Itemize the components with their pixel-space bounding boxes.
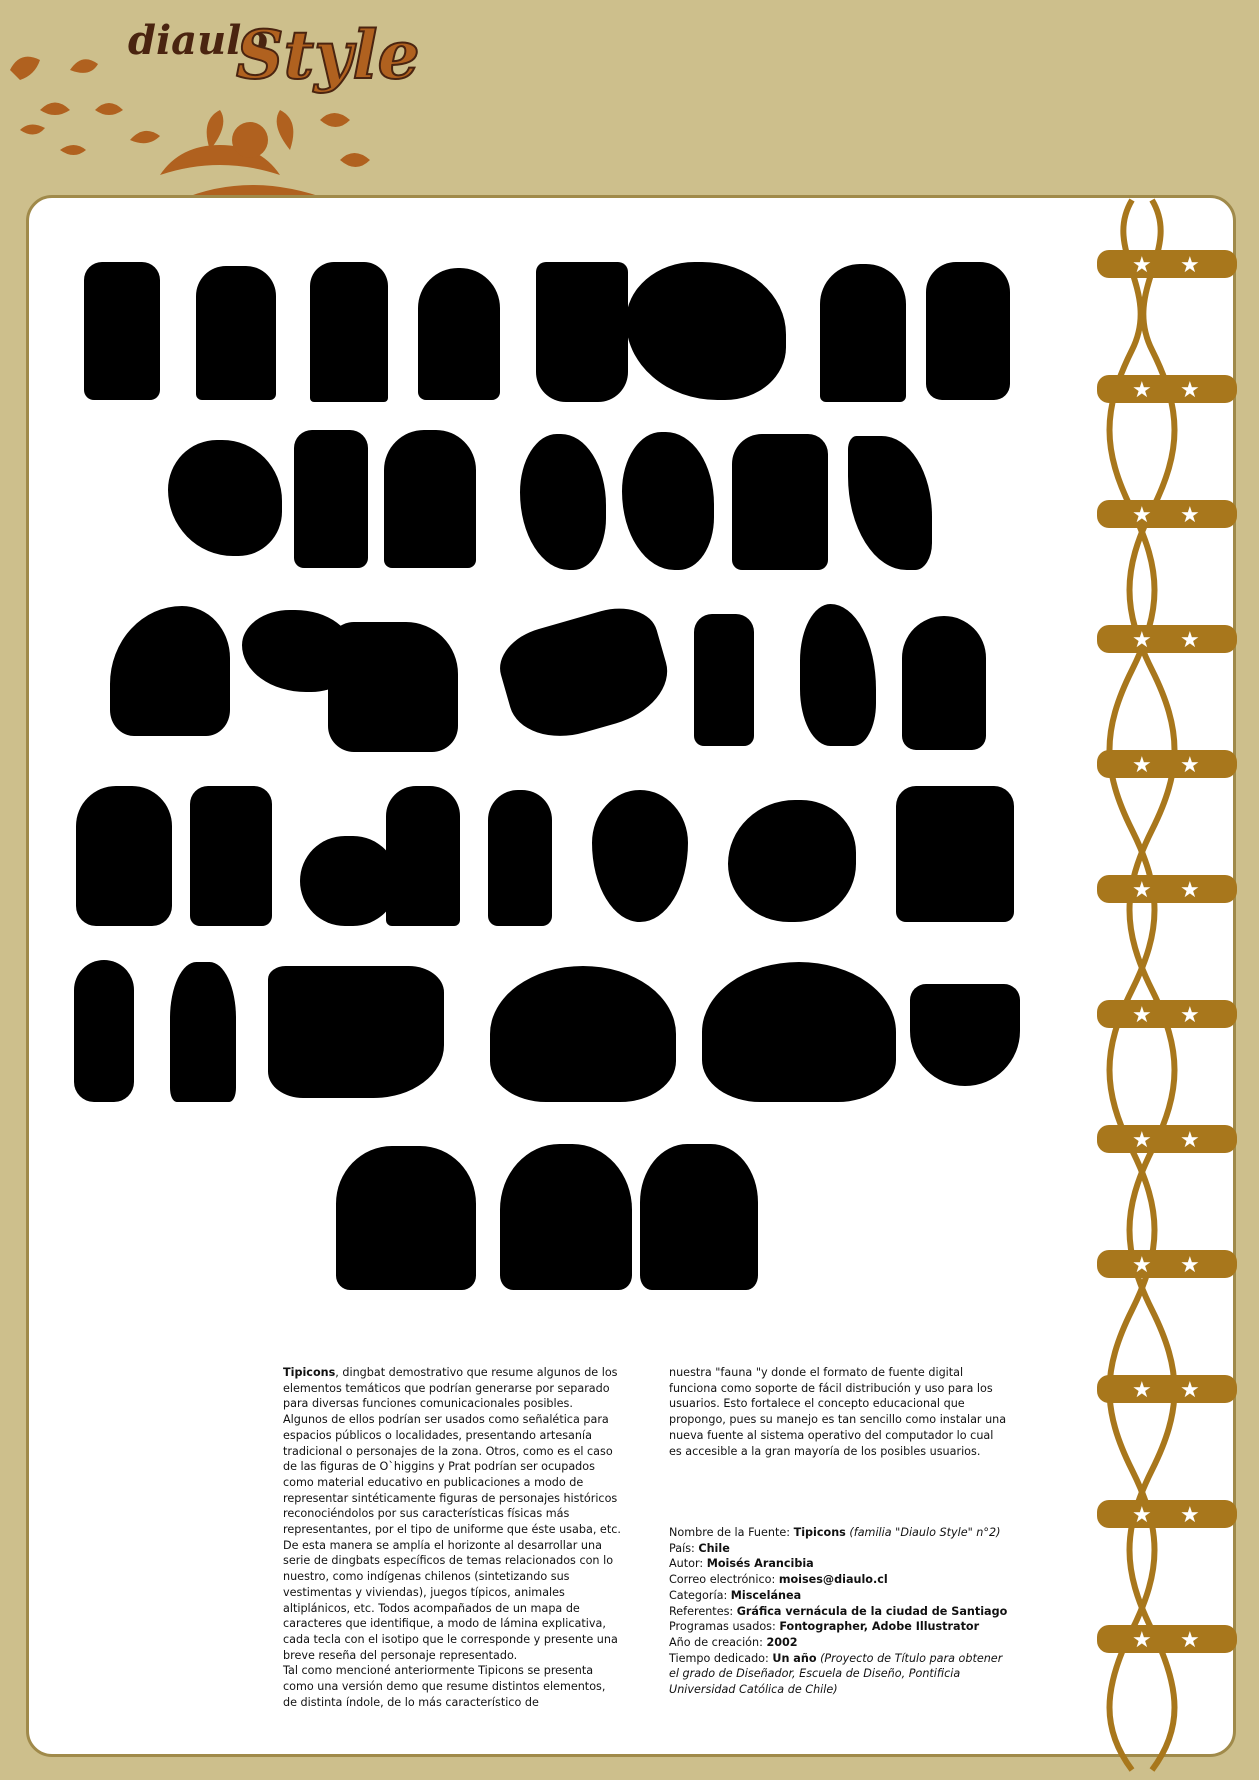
description-column-1 xyxy=(283,1365,621,1710)
sweeper-woman-icon xyxy=(418,268,500,400)
svg-text:★: ★ xyxy=(1180,1128,1200,1153)
svg-text:★: ★ xyxy=(1180,628,1200,653)
llama-icon xyxy=(170,962,236,1102)
svg-text:★: ★ xyxy=(1132,628,1152,653)
ohiggins-bust-icon xyxy=(336,1146,476,1290)
info-country: País: Chile xyxy=(669,1541,730,1555)
waving-man-icon xyxy=(190,786,272,926)
clay-pot-icon xyxy=(728,800,856,922)
svg-text:★: ★ xyxy=(1132,1003,1152,1028)
svg-text:★: ★ xyxy=(1180,378,1200,403)
description-column-2 xyxy=(669,1365,1007,1459)
info-email: Correo electrónico: moises@diaulo.cl xyxy=(669,1573,888,1587)
logo-word-2: Style xyxy=(236,16,420,94)
prat-bust-icon xyxy=(500,1144,632,1290)
svg-text:★: ★ xyxy=(1132,753,1152,778)
grill-vendor-icon xyxy=(300,836,398,926)
info-references: Referentes: Gráfica vernácula de la ciudad de Santiago xyxy=(669,1604,1008,1618)
flower-girl-icon xyxy=(74,960,134,1102)
svg-text:★: ★ xyxy=(1180,1253,1200,1278)
svg-text:★: ★ xyxy=(1132,253,1152,278)
info-font-name: Nombre de la Fuente: Tipicons (familia "Diaulo Style" n°2) xyxy=(669,1526,1001,1539)
coat-of-arms-icon xyxy=(702,962,896,1102)
ox-cart-icon xyxy=(268,966,444,1098)
allende-bust-icon xyxy=(640,1144,758,1290)
info-category: Categoría: Miscelánea xyxy=(669,1588,802,1602)
info-year: Año de creación: 2002 xyxy=(669,1635,798,1649)
juggler-icon xyxy=(694,614,754,746)
svg-text:★: ★ xyxy=(1132,1253,1152,1278)
accordion-player-icon xyxy=(196,266,276,400)
drummer-icon xyxy=(384,430,476,568)
svg-text:★: ★ xyxy=(1132,1628,1152,1653)
font-info-block xyxy=(669,1525,1009,1698)
description-text: , dingbat demostrativo que resume algunos de los elementos temáticos que podrían generarse por separado para diversas funciones comunicacionales posibles. Algunos de ellos podrían ser usados como señalética para espacios públicos o localidades, presentando artesanía tradicional o personajes de la zona. Otros, como es el caso de las figuras de O`higgins y Prat podrían ser ocupados como material educativo en publicaciones a modo de representar sintéticamente figuras de personajes históricos reconociéndolos por sus características físicas más representantes, por el tipo de uniforme que éste usaba, etc. De esta manera se amplía el horizonte al desarrollar una serie de dingbats específicos de temas relacionados con lo nuestro, como indígenas chilenos (sintetizando sus vestimentas y viviendas), juegos típicos, animales altiplánicos, etc. Todos acompañados de un mapa de caracteres que identifique, a modo de lámina explicativa, cada tecla con el isotipo que le corresponde y presente una breve reseña del personaje representado. xyxy=(283,1366,621,1662)
svg-text:★: ★ xyxy=(1180,1003,1200,1028)
description-lead: Tipicons xyxy=(283,1366,336,1379)
football-player-icon xyxy=(732,434,828,570)
svg-text:★: ★ xyxy=(1132,378,1152,403)
svg-text:★: ★ xyxy=(1180,503,1200,528)
description-continued: nuestra "fauna "y donde el formato de fuente digital funciona como soporte de fácil distribución y uso para los usuarios. Esto fortalece el concepto educacional que propongo, pues su manejo es tan sencillo como instalar una nueva fuente al sistema operativo del computador lo cual es accesible a la gran mayoría de los posibles usuarios. xyxy=(669,1366,1007,1458)
milking-man-icon xyxy=(328,622,458,752)
svg-text:★: ★ xyxy=(1180,753,1200,778)
svg-text:★: ★ xyxy=(1132,503,1152,528)
svg-text:★: ★ xyxy=(1132,1378,1152,1403)
moai-icon xyxy=(310,262,388,402)
madonna-statue-icon xyxy=(926,262,1010,400)
svg-text:★: ★ xyxy=(1132,1128,1152,1153)
svg-text:★: ★ xyxy=(1180,253,1200,278)
shield-crest-icon xyxy=(490,966,676,1102)
logo-word-1: diaulo xyxy=(128,17,269,64)
svg-text:★: ★ xyxy=(1180,1503,1200,1528)
svg-text:★: ★ xyxy=(1132,878,1152,903)
description-paragraph-2: Tal como mencioné anteriormente Tipicons se presenta como una versión demo que resume distintos elementos, de distinta índole, de lo más característico de xyxy=(283,1664,606,1709)
weightlifter-icon xyxy=(536,262,628,402)
log-carrier-icon xyxy=(896,786,1014,922)
carrying-woman-icon xyxy=(488,790,552,926)
cloaked-figure-icon xyxy=(902,616,986,750)
svg-text:★: ★ xyxy=(1180,1378,1200,1403)
info-time: Tiempo dedicado: Un año (Proyecto de Título para obtener el grado de Diseñador, Escuela de Diseño, Pontificia Universidad Católica de Chile) xyxy=(669,1651,1003,1697)
totem-icon xyxy=(84,262,160,400)
conical-hat-man-icon xyxy=(820,264,906,402)
info-author: Autor: Moisés Arancibia xyxy=(669,1557,814,1571)
organ-grinder-icon xyxy=(386,786,460,926)
svg-text:★: ★ xyxy=(1180,1628,1200,1653)
flower-seller-icon xyxy=(76,786,172,926)
backpack-man-icon xyxy=(294,430,368,568)
svg-text:★: ★ xyxy=(1132,1503,1152,1528)
ornamental-border xyxy=(1092,190,1242,1775)
svg-text:★: ★ xyxy=(1180,878,1200,903)
info-programs: Programas usados: Fontographer, Adobe Illustrator xyxy=(669,1620,980,1634)
